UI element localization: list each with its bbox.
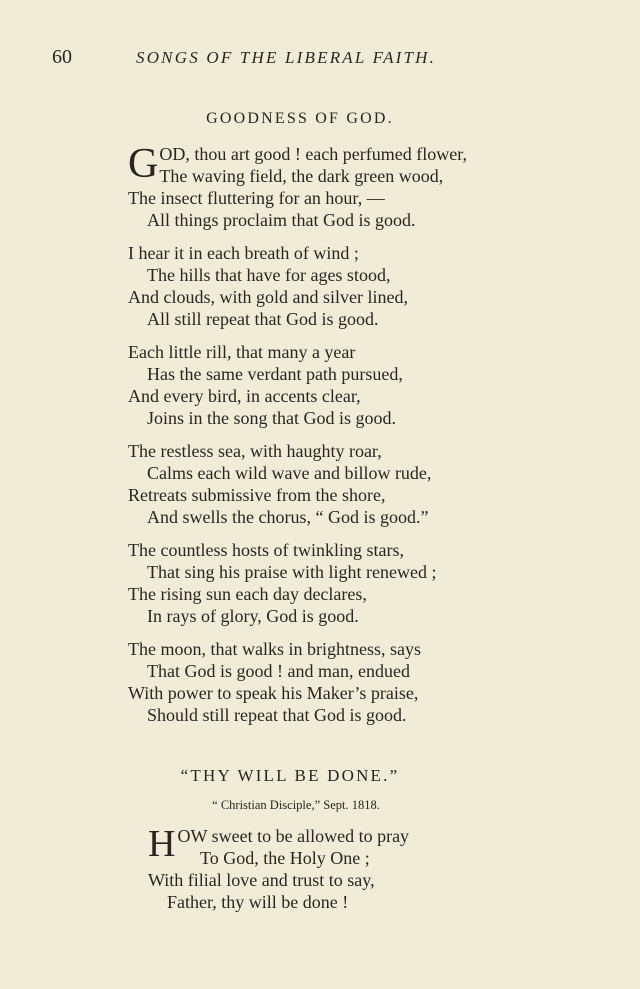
hymn-title: “THY WILL BE DONE.” <box>180 766 400 785</box>
poem-line: The moon, that walks in brightness, says <box>128 639 421 659</box>
stanza <box>128 242 467 330</box>
poem-line: And every bird, in accents clear, <box>128 386 361 406</box>
poem-line: HOW sweet to be allowed to pray <box>148 823 410 865</box>
poem-line: The rising sun each day declares, <box>128 584 367 604</box>
poem-line: All still repeat that God is good. <box>147 309 379 329</box>
poem-line: Should still repeat that God is good. <box>147 705 407 725</box>
stanza <box>148 825 409 913</box>
poem-line: With power to speak his Maker’s praise, <box>128 683 419 703</box>
hymn-title: GOODNESS OF GOD. <box>206 110 394 127</box>
stanza <box>128 440 467 528</box>
stanza <box>128 341 467 429</box>
poem-line: To God, the Holy One ; <box>200 848 370 868</box>
poem-line: That sing his praise with light renewed ; <box>147 562 437 582</box>
poem-line: Joins in the song that God is good. <box>147 408 397 428</box>
stanza <box>128 143 467 231</box>
hymn-thy-will-be-done <box>148 825 409 924</box>
poem-line: Retreats submissive from the shore, <box>128 485 386 505</box>
running-title: SONGS OF THE LIBERAL FAITH. <box>136 48 437 67</box>
hymn-source: “ Christian Disciple,” Sept. 1818. <box>212 798 380 812</box>
poem-line: The restless sea, with haughty roar, <box>128 441 382 461</box>
poem-line: The hills that have for ages stood, <box>147 265 391 285</box>
poem-line: The insect fluttering for an hour, — <box>128 188 385 208</box>
poem-line: The countless hosts of twinkling stars, <box>128 540 404 560</box>
poem-line: With filial love and trust to say, <box>148 870 375 890</box>
poem-line: GOD, thou art good ! each perfumed flower, <box>128 141 468 187</box>
poem-line: In rays of glory, God is good. <box>147 606 359 626</box>
stanza <box>128 539 467 627</box>
poem-line: And clouds, with gold and silver lined, <box>128 287 408 307</box>
poem-line: I hear it in each breath of wind ; <box>128 243 359 263</box>
poem-line: That God is good ! and man, endued <box>147 661 410 681</box>
poem-line: Father, thy will be done ! <box>167 892 349 912</box>
hymn-goodness-of-god <box>128 143 467 737</box>
page-number: 60 <box>52 46 72 68</box>
poem-line: Has the same verdant path pursued, <box>147 364 403 384</box>
poem-line: And swells the chorus, “ God is good.” <box>147 507 429 527</box>
drop-cap: H <box>148 823 176 865</box>
poem-line: All things proclaim that God is good. <box>147 210 416 230</box>
poem-line: Each little rill, that many a year <box>128 342 356 362</box>
poem-line: The waving field, the dark green wood, <box>159 166 444 186</box>
drop-cap: G <box>128 141 159 187</box>
poem-line: Calms each wild wave and billow rude, <box>147 463 432 483</box>
stanza <box>128 638 467 726</box>
